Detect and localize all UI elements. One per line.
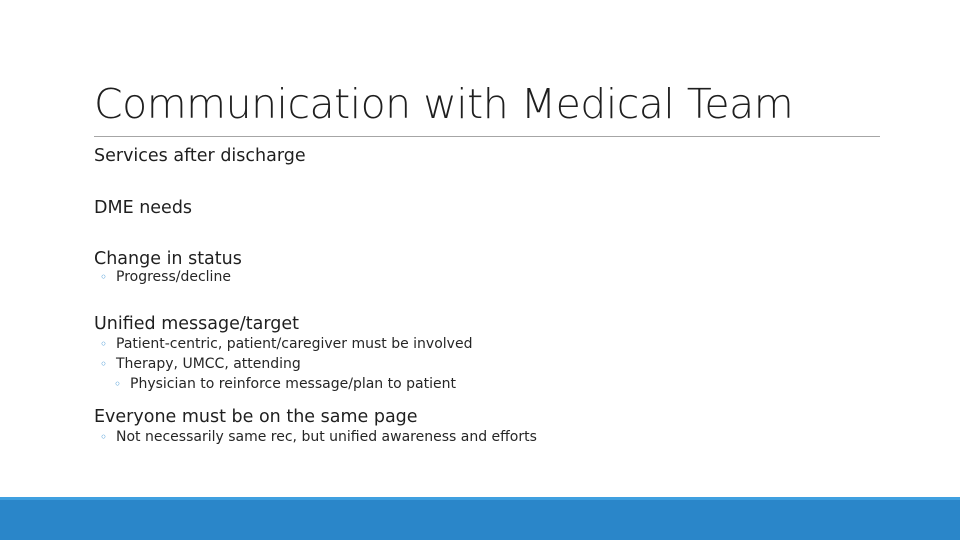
footer-accent-bar (0, 497, 960, 540)
subbullet-therapy-umcc (94, 354, 894, 374)
slide-title: Communication with Medical Team (94, 80, 794, 128)
subbullet-text: Therapy, UMCC, attending (116, 356, 301, 372)
subsubbullet-physician (94, 374, 894, 394)
circle-bullet-icon: ◦ (114, 377, 122, 391)
subbullet-text: Patient-centric, patient/caregiver must be involved (116, 336, 473, 352)
circle-bullet-icon: ◦ (100, 430, 108, 444)
subsubbullet-text: Physician to reinforce message/plan to patient (130, 376, 456, 392)
circle-bullet-icon: ◦ (100, 270, 108, 284)
bullet-services-after-discharge: Services after discharge (94, 146, 306, 166)
subbullet-text: Not necessarily same rec, but unified awareness and efforts (116, 429, 537, 445)
circle-bullet-icon: ◦ (100, 357, 108, 371)
footer-accent-highlight (0, 497, 960, 500)
bullet-dme-needs: DME needs (94, 198, 193, 218)
subbullet-not-necessarily (94, 427, 894, 447)
title-divider (94, 136, 880, 137)
subbullet-patient-centric (94, 334, 894, 354)
bullet-change-in-status: Change in status (94, 249, 242, 269)
bullet-unified-message: Unified message/target (94, 314, 299, 334)
subbullet-text: Progress/decline (116, 269, 231, 285)
slide-content (94, 145, 894, 447)
subbullet-progress-decline (94, 267, 894, 287)
bullet-same-page: Everyone must be on the same page (94, 407, 418, 427)
circle-bullet-icon: ◦ (100, 337, 108, 351)
